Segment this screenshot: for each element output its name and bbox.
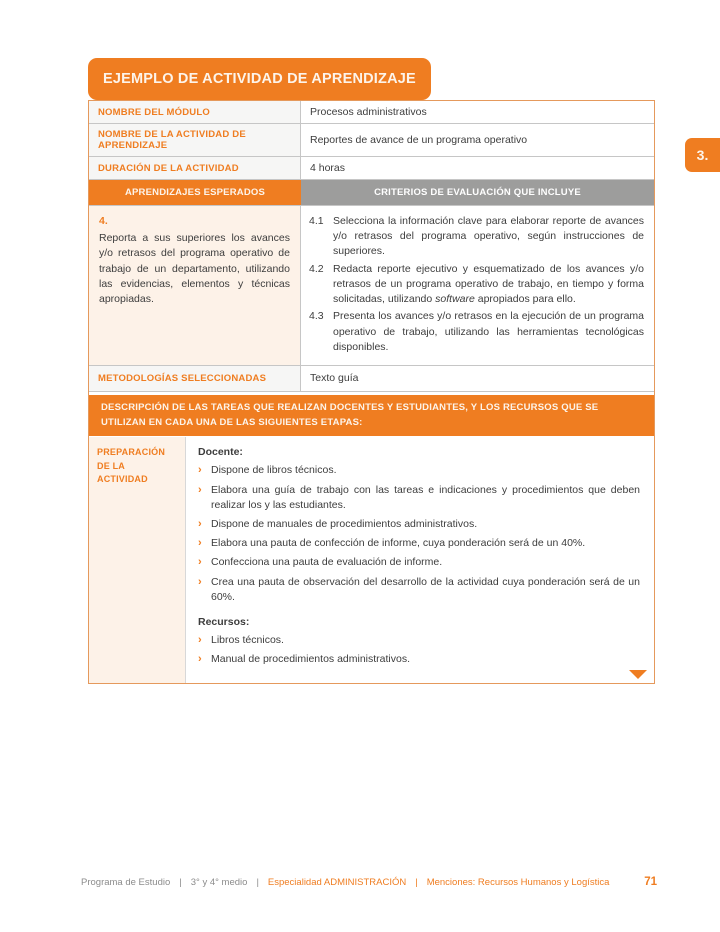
chevron-bullet-icon — [198, 633, 211, 648]
module-value: Procesos administrativos — [310, 106, 427, 118]
page-number: 71 — [644, 876, 657, 888]
list-item — [198, 483, 640, 513]
chevron-bullet-icon — [198, 652, 211, 667]
duration-label: DURACIÓN DE LA ACTIVIDAD — [89, 157, 301, 179]
activity-name-value: Reportes de avance de un programa operativo — [310, 134, 528, 146]
chapter-side-tab — [685, 138, 720, 172]
list-item-text: Confecciona una pauta de evaluación de informe. — [211, 556, 443, 569]
evaluation-criteria-header: CRITERIOS DE EVALUACIÓN QUE INCLUYE — [301, 180, 654, 205]
chevron-bullet-icon — [198, 483, 211, 513]
recursos-heading: Recursos: — [198, 615, 250, 628]
list-item-text: Dispone de manuales de procedimientos administrativos. — [211, 517, 478, 530]
criterion-text-part: apropiados para ello. — [474, 293, 576, 306]
learning-objective-text: Reporta a sus superiores los avances y/o retrasos del programa operativo de trabajo de un departamento, utilizando las evidencias, elementos y técnicas apropiadas. — [99, 232, 290, 306]
page-footer — [81, 876, 657, 888]
methodology-label: METODOLOGÍAS SELECCIONADAS — [89, 366, 301, 391]
activity-name-label: NOMBRE DE LA ACTIVIDAD DE APRENDIZAJE — [89, 124, 301, 156]
criterion-text-part: Redacta reporte ejecutivo y esquematizado de los avances y/o retrasos de un programa operativo de trabajo, en tiempo y forma solicitadas, utilizando — [333, 262, 644, 306]
footer-grade: 3° y 4° medio — [190, 876, 248, 888]
methodology-value: Texto guía — [310, 372, 359, 385]
activity-title-text: EJEMPLO DE ACTIVIDAD DE APRENDIZAJE — [103, 71, 416, 87]
learning-body-row — [89, 206, 654, 366]
footer-program: Programa de Estudio — [81, 876, 171, 888]
chevron-bullet-icon — [198, 555, 211, 570]
footer-mentions: Menciones: Recursos Humanos y Logística — [426, 876, 610, 888]
criterion-number: 4.1 — [309, 215, 324, 227]
preparation-content — [186, 437, 654, 683]
list-item — [198, 652, 640, 667]
table-header-row — [89, 180, 654, 206]
criterion-text: Presenta los avances y/o retrasos en la ejecución de un programa operativo de trabajo, utilizando las herramientas tecnológicas disponibles. — [333, 310, 644, 353]
learning-objective-number: 4. — [99, 215, 108, 227]
footer-separator: | — [179, 876, 182, 888]
list-item — [198, 517, 640, 532]
preparation-label: PREPARACIÓN DE LA ACTIVIDAD — [89, 437, 186, 683]
list-item-text: Dispone de libros técnicos. — [211, 464, 337, 477]
list-item — [198, 555, 640, 570]
duration-value: 4 horas — [310, 162, 346, 174]
table-row-methodology — [89, 366, 654, 392]
chevron-bullet-icon — [198, 575, 211, 605]
list-item — [198, 536, 640, 551]
criterion-number: 4.2 — [309, 262, 324, 275]
criterion-item — [309, 214, 644, 260]
evaluation-criteria-cell — [301, 206, 654, 365]
footer-separator: | — [415, 876, 418, 888]
list-item-text: Elabora una pauta de confección de informe, cuya ponderación será de un 40%. — [211, 537, 586, 549]
list-item — [198, 633, 640, 648]
criterion-text — [333, 262, 644, 308]
table-row-module — [89, 101, 654, 124]
list-item-text: Elabora una guía de trabajo con las tareas e indicaciones y procedimientos que deben realizar los y las estudiantes. — [211, 483, 640, 511]
activity-table — [88, 100, 655, 684]
chevron-bullet-icon — [198, 517, 211, 532]
criterion-text: Selecciona la información clave para elaborar reporte de avances y/o retrasos del programa operativo, según instrucciones de superiores. — [333, 215, 644, 258]
continuation-arrow-icon — [629, 670, 647, 679]
list-item-text: Manual de procedimientos administrativos. — [211, 652, 411, 665]
footer-specialty: Especialidad ADMINISTRACIÓN — [267, 876, 407, 888]
list-item — [198, 463, 640, 478]
docente-heading: Docente: — [198, 446, 243, 459]
activity-title-tab — [88, 58, 431, 100]
chevron-bullet-icon — [198, 463, 211, 478]
chapter-number: 3. — [696, 147, 709, 163]
list-item — [198, 575, 640, 605]
list-item-text: Libros técnicos. — [211, 633, 284, 646]
table-row-activity-name — [89, 124, 654, 157]
criterion-item — [309, 262, 644, 308]
preparation-section — [89, 437, 654, 683]
module-label: NOMBRE DEL MÓDULO — [89, 101, 301, 123]
criterion-number: 4.3 — [309, 310, 324, 323]
list-item-text: Crea una pauta de observación del desarrollo de la actividad cuya ponderación será de un 60%. — [211, 575, 640, 603]
expected-learning-header: APRENDIZAJES ESPERADOS — [89, 180, 301, 205]
criterion-italic-word: software — [435, 293, 475, 306]
chevron-bullet-icon — [198, 536, 211, 551]
expected-learning-cell — [89, 206, 301, 365]
footer-separator: | — [256, 876, 259, 888]
criterion-item — [309, 309, 644, 355]
table-row-duration — [89, 157, 654, 180]
tasks-description-banner: DESCRIPCIÓN DE LAS TAREAS QUE REALIZAN DOCENTES Y ESTUDIANTES, Y LOS RECURSOS QUE SE UTILIZAN EN CADA UNA DE LAS SIGUIENTES ETAPAS: — [89, 392, 654, 437]
